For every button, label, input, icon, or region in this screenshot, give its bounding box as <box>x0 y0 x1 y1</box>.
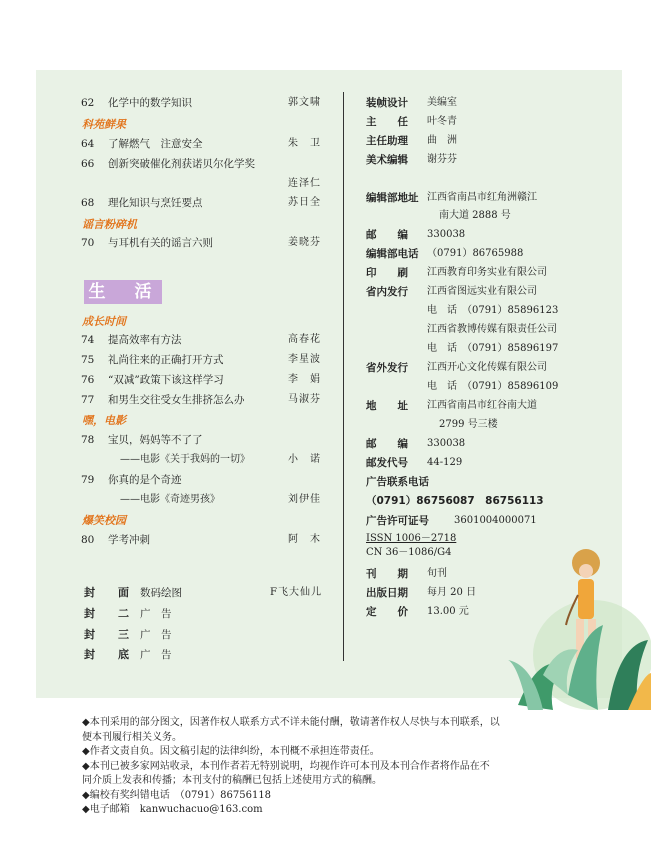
info-label: 邮 编 <box>366 438 408 450</box>
info-label: 主 任 <box>366 116 408 128</box>
info-label: 编辑部电话 <box>366 248 419 260</box>
info-label: 省外发行 <box>366 362 408 374</box>
note-line: ◆电子邮箱 kanwuchacuo@163.com <box>82 804 263 815</box>
info-label: CN 36－1086/G4 <box>366 547 452 558</box>
info-value: 叶冬青 <box>427 116 457 127</box>
column-divider <box>343 92 344 661</box>
section-heading: 科苑鲜果 <box>82 118 126 131</box>
info-value: 江西省南昌市红角洲赣江 <box>427 192 537 203</box>
info-value: 南大道 2888 号 <box>439 210 511 221</box>
section-banner: 生 活 <box>84 280 162 304</box>
section-heading: 成长时间 <box>82 315 126 328</box>
info-label: ISSN 1006－2718 <box>366 533 457 544</box>
notes-block <box>82 716 582 818</box>
info-value: 44-129 <box>427 457 463 468</box>
info-value: 江西开心文化传媒有限公司 <box>427 362 547 373</box>
info-value: 每月 20 日 <box>427 587 477 598</box>
info-value: 江西省教博传媒有限责任公司 <box>427 324 557 335</box>
info-label: 主任助理 <box>366 135 408 147</box>
info-label: 美术编辑 <box>366 154 408 166</box>
info-value: 3601004000071 <box>454 515 537 526</box>
info-label: 编辑部地址 <box>366 192 419 204</box>
info-value: 江西省南昌市红谷南大道 <box>427 400 537 411</box>
info-value: 江西省图远实业有限公司 <box>427 286 537 297</box>
info-value: 330038 <box>427 438 466 449</box>
note-line: ◆本刊采用的部分图文，因著作权人联系方式不详未能付酬，敬请著作权人尽快与本刊联系，以 <box>82 717 500 728</box>
info-label: 邮 编 <box>366 229 408 241</box>
info-value: 曲 洲 <box>427 135 457 146</box>
note-line: ◆本刊已被多家网站收录，本刊作者若无特别说明，均视作许可本刊及本刊合作者将作品在不 <box>82 760 490 772</box>
info-value: 电 话 （0791）85896197 <box>427 343 559 354</box>
info-label: 定 价 <box>366 606 408 618</box>
section-heading: 谣言粉碎机 <box>82 218 137 231</box>
note-line: ◆编校有奖纠错电话 （0791）86756118 <box>82 789 272 801</box>
info-label: 广告联系电话 <box>366 476 429 488</box>
info-value: 江西教育印务实业有限公司 <box>427 267 547 278</box>
info-value: 谢芬芬 <box>427 154 457 165</box>
info-label: （0791）86756087 86756113 <box>366 495 544 507</box>
info-value: 旬刊 <box>427 568 447 579</box>
info-label: 广告许可证号 <box>366 515 429 527</box>
note-line: 同介质上发表和传播；本刊支付的稿酬已包括上述使用方式的稿酬。 <box>82 775 382 786</box>
info-value: 美编室 <box>427 97 457 108</box>
girl-illustration-icon <box>508 545 651 710</box>
info-label: 刊 期 <box>366 568 408 580</box>
info-label: 省内发行 <box>366 286 408 298</box>
info-value: 电 话 （0791）85896123 <box>427 305 559 316</box>
info-label: 邮发代号 <box>366 457 408 469</box>
note-line: ◆作者文责自负。因文稿引起的法律纠纷，本刊概不承担连带责任。 <box>82 746 380 757</box>
section-heading: 嘿，电影 <box>82 414 126 427</box>
info-value: （0791）86765988 <box>427 248 524 259</box>
info-label: 出版日期 <box>366 587 408 599</box>
info-label: 地 址 <box>366 400 408 412</box>
section-heading: 爆笑校园 <box>82 514 126 527</box>
note-line: 便本刊履行相关义务。 <box>82 731 182 743</box>
info-value: 2799 号三楼 <box>439 419 498 430</box>
info-value: 330038 <box>427 229 466 240</box>
info-label: 装帧设计 <box>366 97 408 109</box>
info-value: 13.00 元 <box>427 606 469 617</box>
info-value: 电 话 （0791）85896109 <box>427 381 559 392</box>
info-label: 印 刷 <box>366 267 408 279</box>
